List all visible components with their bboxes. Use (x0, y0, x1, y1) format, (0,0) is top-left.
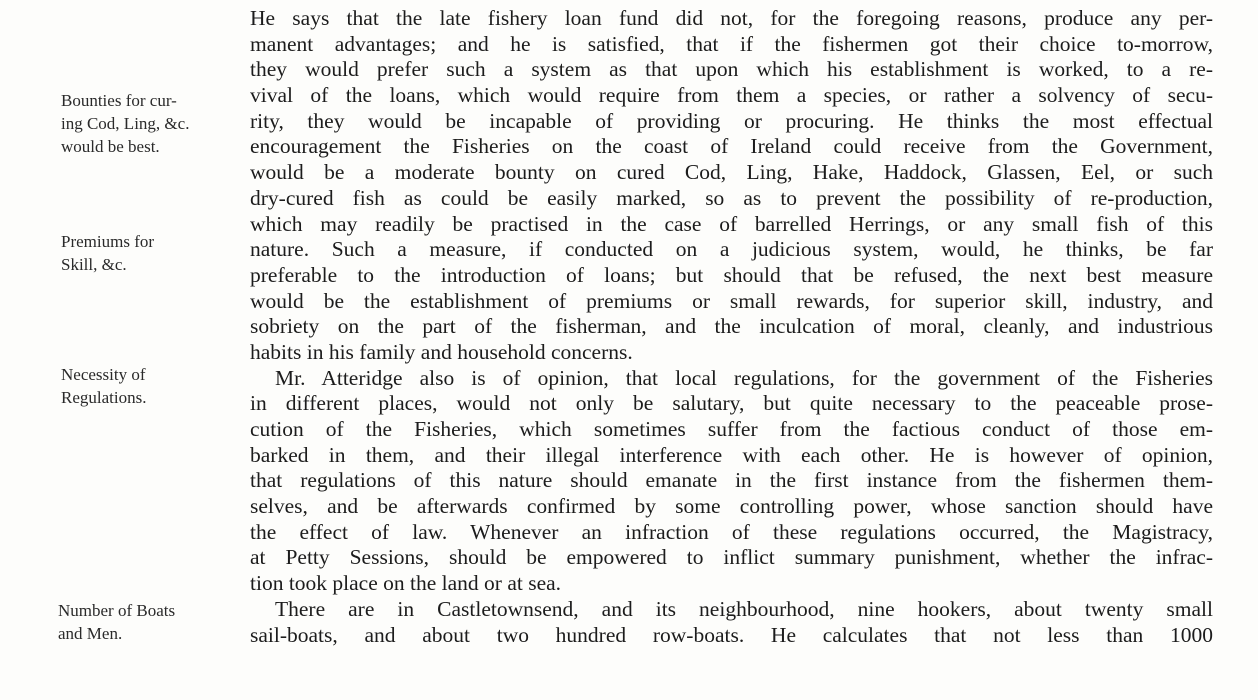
paragraph-end-line: habits in his family and household concerns. (250, 339, 633, 364)
margin-note-line: and Men. (58, 624, 123, 643)
paragraph-end-line: tion took place on the land or at sea. (250, 571, 562, 596)
body-line: preferable to the introduction of loans; but should that be refused, the next best measure (250, 262, 1213, 287)
body-line: the effect of law. Whenever an infraction of these regulations occurred, the Magistracy, (250, 519, 1213, 544)
body-line: they would prefer such a system as that upon which his establishment is worked, to a re- (250, 57, 1213, 82)
paragraph-first-line: Mr. Atteridge also is of opinion, that local regulations, for the government of the Fisheries (275, 365, 1213, 390)
body-line: cution of the Fisheries, which sometimes suffer from the factious conduct of those em- (250, 417, 1213, 441)
margin-note-line: ing Cod, Ling, &c. (61, 114, 190, 133)
body-line: rity, they would be incapable of providing or procuring. He thinks the most effectual (250, 108, 1213, 133)
body-line: in different places, would not only be salutary, but quite necessary to the peaceable prose- (250, 391, 1213, 416)
body-text-column (250, 6, 1213, 648)
body-line: sail-boats, and about two hundred row-boats. He calculates that not less than 1000 (250, 622, 1213, 647)
margin-note-line: Regulations. (61, 388, 147, 407)
body-line: that regulations of this nature should emanate in the first instance from the fishermen them- (250, 468, 1213, 493)
body-line: dry-cured fish as could be easily marked, so as to prevent the possibility of re-production, (250, 185, 1213, 210)
margin-note-regulations (61, 363, 246, 409)
body-line: nature. Such a measure, if conducted on a judicious system, would, he thinks, be far (250, 237, 1213, 262)
body-line: manent advantages; and he is satisfied, that if the fishermen got their choice to-morrow, (250, 31, 1213, 56)
margin-note-line: Bounties for cur- (61, 91, 177, 110)
margin-note-line: Skill, &c. (61, 255, 127, 274)
body-line: would be the establishment of premiums or small rewards, for superior skill, industry, and (250, 288, 1213, 313)
body-line: which may readily be practised in the case of barrelled Herrings, or any small fish of this (250, 211, 1213, 236)
body-line: sobriety on the part of the fisherman, and the inculcation of moral, cleanly, and industrious (250, 314, 1213, 339)
body-line: vival of the loans, which would require from them a species, or rather a solvency of secu- (250, 83, 1213, 108)
body-line: barked in them, and their illegal interference with each other. He is however of opinion, (250, 442, 1213, 467)
margin-note-line: Number of Boats (58, 601, 176, 620)
margin-note-line: Necessity of (61, 365, 146, 384)
body-line: encouragement the Fisheries on the coast of Ireland could receive from the Government, (250, 134, 1213, 159)
body-line: He says that the late fishery loan fund did not, for the foregoing reasons, produce any per- (250, 6, 1213, 30)
body-line: selves, and be afterwards confirmed by some controlling power, whose sanction should have (250, 494, 1213, 519)
margin-notes-column (0, 0, 245, 700)
body-line: would be a moderate bounty on cured Cod, Ling, Hake, Haddock, Glassen, Eel, or such (250, 160, 1213, 185)
margin-note-boats-and-men (58, 599, 243, 645)
paragraph-first-line: There are in Castletownsend, and its neighbourhood, nine hookers, about twenty small (275, 596, 1213, 621)
body-line: at Petty Sessions, should be empowered to inflict summary punishment, whether the infrac- (250, 545, 1213, 570)
margin-note-line: would be best. (61, 137, 160, 156)
margin-note-bounties (61, 89, 246, 158)
margin-note-premiums (61, 230, 246, 276)
margin-note-line: Premiums for (61, 232, 155, 251)
